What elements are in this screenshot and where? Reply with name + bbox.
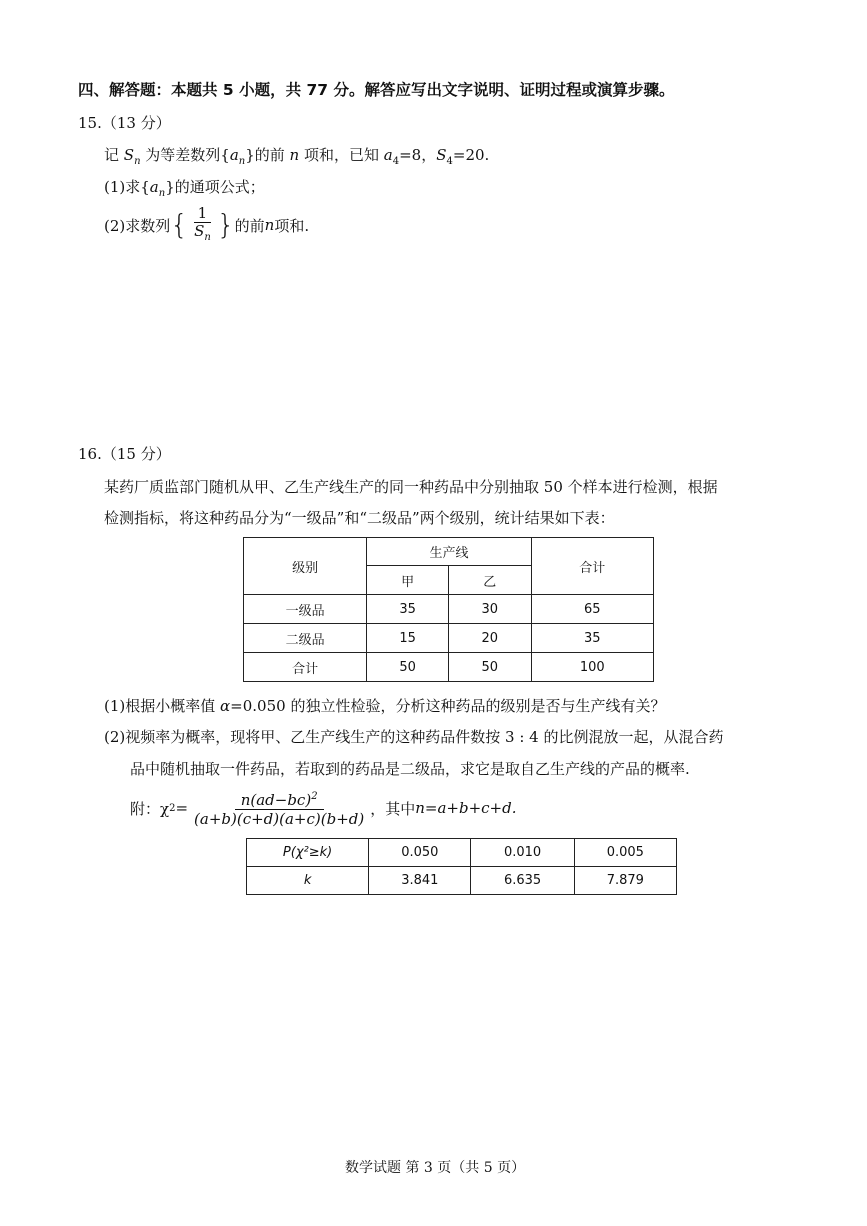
table-header-line: 生产线 <box>367 538 531 566</box>
q15-fraction: $\frac{1}{S_n}$ <box>194 203 211 243</box>
table-cell: 50 <box>448 653 531 682</box>
ref-row2-label: k <box>247 867 369 895</box>
page-footer: 数学试题 第 3 页（共 5 页） <box>345 1160 526 1176</box>
formula-fraction: $\frac{n(ad-bc)^2}{(a+b)(c+d)(a+c)(b+d)}$ <box>188 788 370 828</box>
q15-number: 15.（13 分） <box>78 114 171 132</box>
q16-formula: 附：χ 2 = $\frac{n(ad-bc)^2}{(a+b)(c+d)(a+c)(b+d)}$ ，其中 n=a+b+c+d. <box>130 788 517 828</box>
q16-number: 16.（15 分） <box>78 445 171 463</box>
table-row-label: 二级品 <box>244 624 367 653</box>
table-header-jia: 甲 <box>367 566 449 595</box>
table-header-level: 级别 <box>244 538 367 595</box>
chi-square-table <box>246 838 677 895</box>
section-header: 四、解答题：本题共 5 小题，共 77 分。解答应写出文字说明、证明过程或演算步骤。 <box>78 81 675 99</box>
table-cell: 100 <box>531 653 653 682</box>
ref-cell: 7.879 <box>574 867 676 895</box>
q16-part2-line1: (2)视频率为概率，现将甲、乙生产线生产的这种药品件数按 3 : 4 的比例混放一起，从混合药 <box>104 728 724 746</box>
q16-stem-line1: 某药厂质监部门随机从甲、乙生产线生产的同一种药品中分别抽取 50 个样本进行检测，根据 <box>104 478 718 496</box>
ref-cell: 0.005 <box>574 839 676 867</box>
table-row-label: 一级品 <box>244 595 367 624</box>
q16-part2-line2: 品中随机抽取一件药品，若取到的药品是二级品，求它是取自乙生产线的产品的概率. <box>130 760 690 778</box>
table-cell: 65 <box>531 595 653 624</box>
table-cell: 15 <box>367 624 449 653</box>
ref-cell: 0.050 <box>369 839 471 867</box>
table-cell: 30 <box>448 595 531 624</box>
table-header-yi: 乙 <box>448 566 531 595</box>
table-row-label: 合计 <box>244 653 367 682</box>
q16-stats-table <box>243 537 654 682</box>
table-cell: 20 <box>448 624 531 653</box>
ref-row1-label: P(χ²≥k) <box>247 839 369 867</box>
table-header-total: 合计 <box>531 538 653 595</box>
table-cell: 50 <box>367 653 449 682</box>
ref-cell: 3.841 <box>369 867 471 895</box>
q15-part2: (2)求数列 { $\frac{1}{S_n}$ } 的前 n 项和. <box>104 205 309 245</box>
ref-cell: 0.010 <box>471 839 574 867</box>
q15-stem: 记 $S_n$ 为等差数列$\{a_n\}$的前 n 项和，已知 $a_4=8$，$S_4=20$. <box>104 146 490 167</box>
q16-stem-line2: 检测指标，将这种药品分为“一级品”和“二级品”两个级别，统计结果如下表： <box>104 509 615 527</box>
table-cell: 35 <box>367 595 449 624</box>
q15-part1: (1)求$\{a_n\}$的通项公式； <box>104 178 265 199</box>
table-cell: 35 <box>531 624 653 653</box>
ref-cell: 6.635 <box>471 867 574 895</box>
q16-part1: (1)根据小概率值 α=0.050 的独立性检验，分析这种药品的级别是否与生产线有关？ <box>104 697 666 715</box>
